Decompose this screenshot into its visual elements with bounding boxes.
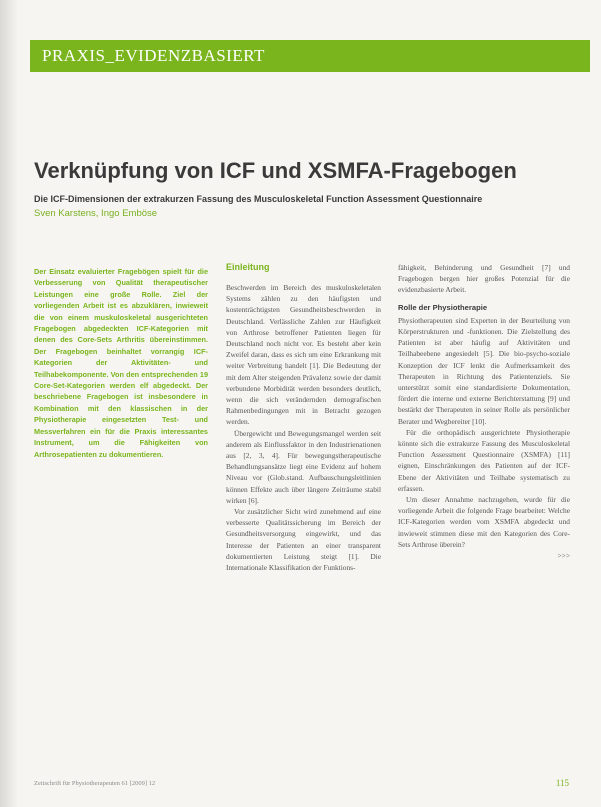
body-column-right (398, 262, 570, 561)
article-authors: Sven Karstens, Ingo Emböse (34, 208, 158, 219)
page-fold-shadow (0, 0, 18, 807)
article-subtitle: Die ICF-Dimensionen der extrakurzen Fassung des Musculoskeletal Function Assessment Questionnaire (34, 194, 483, 204)
body-paragraph: Um dieser Annahme nachzugehen, wurde für die vorliegende Arbeit die folgende Frage bearbeitet: Welche ICF-Kategorien werden vom XSMFA abgedeckt und inwieweit stimmen diese mit den Kategorien des Core-Sets Arthrose überein? (398, 495, 570, 549)
body-paragraph: Vor zusätzlicher Sicht wird zunehmend auf eine verbesserte Qualitätssicherung im Bereich der Gesundheitsversorgung eingewirkt, und das Interesse der Patienten an einer transparent dokumentierten Leistung steigt [1]. Die Internationale Klassifikation der Funktions- (226, 507, 381, 573)
article-title: Verknüpfung von ICF und XSMFA-Fragebogen (34, 158, 517, 183)
body-paragraph: Übergewicht und Bewegungsmangel werden seit anderem als Einflussfaktor in den Industrienationen aus [2, 3, 4]. Für bewegungstherapeutische Behandlungsansätze liegt eine Evidenz auf hohem Niveau vor (Glob.stand. Aufbauschungsleitlinien können Effekte auch über längere Zeiträume stabil wirken [6]. (226, 428, 381, 505)
section-banner-label: PRAXIS_EVIDENZBASIERT (42, 46, 265, 65)
body-paragraph: Beschwerden im Bereich des muskuloskeletalen Systems zählen zu den häufigsten und kostenträchtigsten Gesundheitsbeschwerden in Deutschland. Verlässliche Zahlen zur Häufigkeit von Arthrose betroffener Patienten liegen für Deutschland noch nicht vor. Es besteht aber kein Zweifel daran, dass es sich um eine Erkrankung mit weiter Verbreitung handelt [1]. Die Bedeutung der mit dem Alter steigenden Prävalenz sowie der damit verbundene Morbidität werden besonders deutlich, wenn die sich verändernden demografischen Rahmenbedingungen mit in Betracht gezogen werden. (226, 283, 381, 427)
page-number: 115 (555, 778, 569, 788)
body-paragraph: fähigkeit, Behinderung und Gesundheit [7] und Fragebogen bergen hier großes Potenzial für die evidenzbasierte Arbeit. (398, 263, 570, 295)
section-banner (30, 40, 590, 72)
heading-rolle: Rolle der Physiotherapie (398, 302, 488, 312)
footer-journal: Zeitschrift für Physiotherapeuten 61 [2009] 12 (34, 780, 156, 787)
body-paragraph: Für die orthopädisch ausgerichtete Physiotherapie könnte sich die extrakurze Fassung des Musculoskeletal Function Assessment Questionnaire (XSMFA) [11] eignen, Einschränkungen des Patienten auf der ICF-Ebene der Aktivitäten und Teilhabe systematisch zu erfassen. (398, 427, 570, 493)
body-paragraph: Physiotherapeuten sind Experten in der Beurteilung von Körperstrukturen und -funktionen. Die Zielstellung des Patienten ist aber häufig auf Aktivitäten und Teilhabeebene angesiedelt [5]. Die bio-psycho-soziale Konzeption der ICF lenkt die Aufmerksamkeit des Therapeuten in Richtung des Patientenziels. Sie unterstützt somit eine standardisierte Dokumentation, fördert die interne und externe Berichterstattung [9] und bestärkt der Therapeuten in seiner Rolle als persönlicher Berater und Wegbereiter [10]. (398, 315, 570, 426)
continued-marker: >>> (557, 551, 570, 561)
heading-einleitung: Einleitung (226, 262, 270, 272)
abstract-text: Der Einsatz evaluierter Fragebögen spielt für die Verbesserung von Qualität therapeutischer Leistungen eine große Rolle. Ziel der vorliegenden Arbeit ist es abzuklären, inwieweit die von einem muskuloskeletal ausgerichteten Fragebogen abgedeckten ICF-Kategorien mit denen des Core-Sets Arthritis übereinstimmen. Der Fragebogen beinhaltet vorrangig ICF-Kategorien der Aktivitäten- und Teilhabekomponente. Von den entsprechenden 19 Core-Set-Kategorien werden elf abgedeckt. Der beschriebene Fragebogen ist insbesondere in Kombination mit den klassischen in der Physiotherapie eingesetzten Test- und Messverfahren ein für die Praxis interessantes Instrument, um die Fähigkeiten von Arthrosepatienten zu dokumentieren. (34, 267, 208, 459)
body-column-middle (226, 282, 381, 573)
